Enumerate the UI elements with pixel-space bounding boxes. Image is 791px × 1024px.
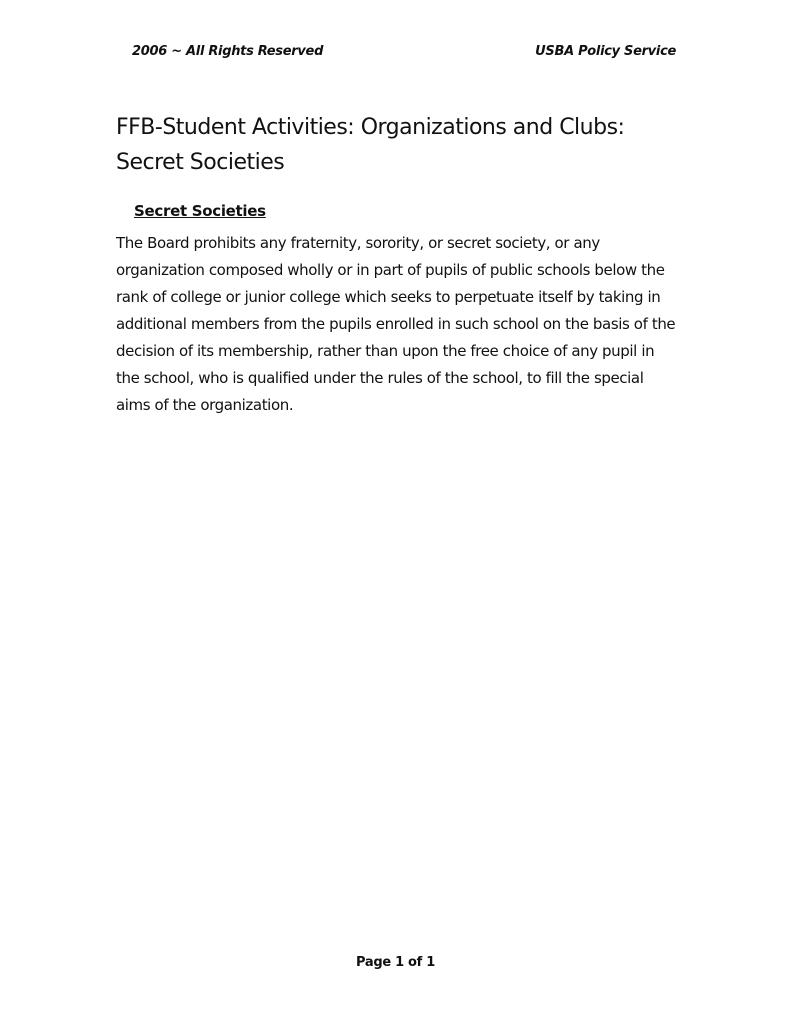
header-copyright: 2006 ~ All Rights Reserved	[132, 44, 324, 59]
section-heading: Secret Societies	[134, 202, 266, 220]
policy-paragraph: The Board prohibits any fraternity, sorority, or secret society, or any organization composed wholly or in part of pupils of public schools below the rank of college or junior college which seeks to perpetuate itself by taking in additional members from the pupils enrolled in such school on the basis of the decision of its membership, rather than upon the free choice of any pupil in the school, who is qualified under the rules of the school, to fill the special aims of the organization.	[116, 234, 676, 414]
document-title: FFB-Student Activities: Organizations and Clubs: Secret Societies	[116, 115, 625, 175]
page-number: Page 1 of 1	[355, 955, 436, 970]
header-publisher: USBA Policy Service	[535, 44, 676, 59]
